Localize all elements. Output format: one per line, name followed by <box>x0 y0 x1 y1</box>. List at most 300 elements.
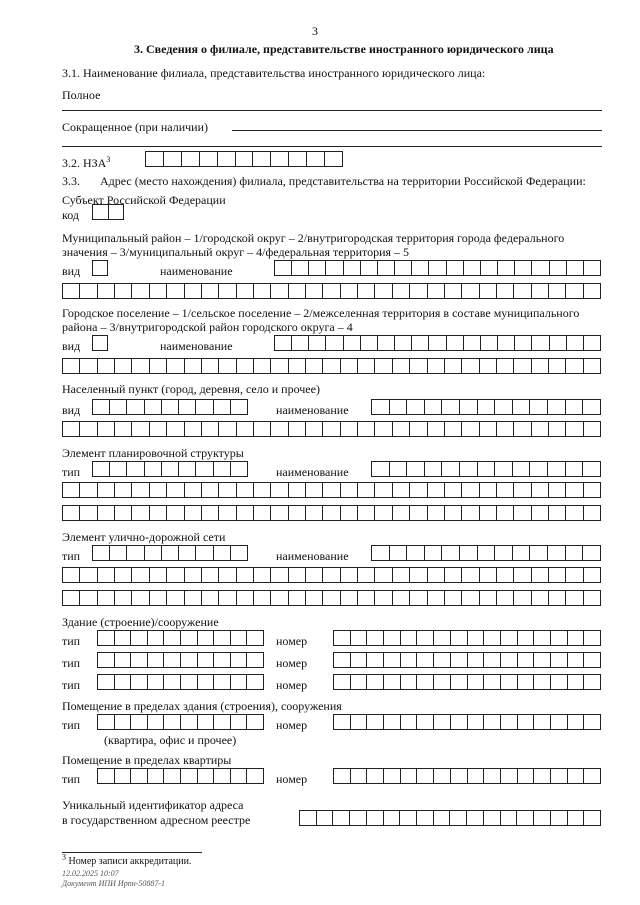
input-cell[interactable] <box>514 483 531 497</box>
full-name-line-1[interactable] <box>62 110 602 111</box>
input-cell[interactable] <box>132 284 149 298</box>
input-cell[interactable] <box>132 568 149 582</box>
input-cell[interactable] <box>231 675 248 689</box>
input-cell[interactable] <box>566 591 583 605</box>
input-cell[interactable] <box>513 400 531 414</box>
input-cell[interactable] <box>468 769 485 783</box>
input-cell[interactable] <box>481 336 498 350</box>
input-cell[interactable] <box>247 769 263 783</box>
input-cell[interactable] <box>478 546 496 560</box>
input-cell[interactable] <box>584 653 600 667</box>
input-cell[interactable] <box>323 568 340 582</box>
input-cell[interactable] <box>367 811 384 825</box>
input-cell[interactable] <box>495 546 513 560</box>
input-cell[interactable] <box>132 591 149 605</box>
input-cell[interactable] <box>109 205 124 219</box>
input-cell[interactable] <box>306 483 323 497</box>
input-cell[interactable] <box>237 359 254 373</box>
input-cell[interactable] <box>442 462 460 476</box>
input-cell[interactable] <box>115 769 132 783</box>
input-cell[interactable] <box>214 769 231 783</box>
input-cell[interactable] <box>289 422 306 436</box>
input-cell[interactable] <box>434 769 451 783</box>
input-cell[interactable] <box>428 422 445 436</box>
input-cell[interactable] <box>306 422 323 436</box>
input-cell[interactable] <box>566 400 584 414</box>
input-cell[interactable] <box>515 261 532 275</box>
input-cell[interactable] <box>185 568 202 582</box>
input-cell[interactable] <box>98 675 115 689</box>
input-cell[interactable] <box>530 546 548 560</box>
input-cell[interactable] <box>93 462 110 476</box>
input-cell[interactable] <box>566 568 583 582</box>
input-cell[interactable] <box>584 591 600 605</box>
input-cell[interactable] <box>231 653 248 667</box>
input-cell[interactable] <box>218 152 236 166</box>
input-cell[interactable] <box>93 546 110 560</box>
input-cell[interactable] <box>417 769 434 783</box>
input-cell[interactable] <box>551 675 568 689</box>
input-cell[interactable] <box>428 591 445 605</box>
input-cell[interactable] <box>375 422 392 436</box>
input-cell[interactable] <box>393 359 410 373</box>
input-cell[interactable] <box>410 284 427 298</box>
input-cell[interactable] <box>428 568 445 582</box>
apartment-type-cells[interactable] <box>97 768 264 784</box>
input-cell[interactable] <box>145 400 162 414</box>
input-cell[interactable] <box>428 359 445 373</box>
input-cell[interactable] <box>515 336 532 350</box>
building-number-cells-2[interactable] <box>333 652 601 668</box>
input-cell[interactable] <box>179 400 196 414</box>
input-cell[interactable] <box>198 769 215 783</box>
input-cell[interactable] <box>231 462 247 476</box>
input-cell[interactable] <box>532 483 549 497</box>
building-number-cells-1[interactable] <box>333 630 601 646</box>
input-cell[interactable] <box>150 359 167 373</box>
input-cell[interactable] <box>478 462 496 476</box>
input-cell[interactable] <box>150 284 167 298</box>
input-cell[interactable] <box>164 631 181 645</box>
input-cell[interactable] <box>115 284 132 298</box>
input-cell[interactable] <box>289 591 306 605</box>
input-cell[interactable] <box>514 506 531 520</box>
input-cell[interactable] <box>219 483 236 497</box>
input-cell[interactable] <box>127 400 144 414</box>
input-cell[interactable] <box>202 359 219 373</box>
input-cell[interactable] <box>417 653 434 667</box>
input-cell[interactable] <box>410 591 427 605</box>
input-cell[interactable] <box>162 400 179 414</box>
input-cell[interactable] <box>164 715 181 729</box>
input-cell[interactable] <box>480 483 497 497</box>
input-cell[interactable] <box>462 422 479 436</box>
input-cell[interactable] <box>132 483 149 497</box>
input-cell[interactable] <box>150 568 167 582</box>
input-cell[interactable] <box>514 359 531 373</box>
input-cell[interactable] <box>390 400 408 414</box>
input-cell[interactable] <box>417 811 434 825</box>
input-cell[interactable] <box>334 769 351 783</box>
input-cell[interactable] <box>484 675 501 689</box>
input-cell[interactable] <box>326 336 343 350</box>
input-cell[interactable] <box>480 359 497 373</box>
input-cell[interactable] <box>549 591 566 605</box>
input-cell[interactable] <box>532 261 549 275</box>
input-cell[interactable] <box>358 422 375 436</box>
input-cell[interactable] <box>445 506 462 520</box>
input-cell[interactable] <box>80 591 97 605</box>
input-cell[interactable] <box>164 653 181 667</box>
input-cell[interactable] <box>341 422 358 436</box>
input-cell[interactable] <box>289 284 306 298</box>
input-cell[interactable] <box>254 359 271 373</box>
input-cell[interactable] <box>167 284 184 298</box>
input-cell[interactable] <box>98 715 115 729</box>
input-cell[interactable] <box>185 359 202 373</box>
input-cell[interactable] <box>549 284 566 298</box>
input-cell[interactable] <box>306 591 323 605</box>
input-cell[interactable] <box>584 261 600 275</box>
input-cell[interactable] <box>532 336 549 350</box>
input-cell[interactable] <box>378 336 395 350</box>
input-cell[interactable] <box>566 422 583 436</box>
input-cell[interactable] <box>110 400 127 414</box>
input-cell[interactable] <box>445 568 462 582</box>
input-cell[interactable] <box>181 631 198 645</box>
input-cell[interactable] <box>375 284 392 298</box>
input-cell[interactable] <box>323 284 340 298</box>
municipal-vid-cell[interactable] <box>92 260 108 276</box>
building-type-cells-1[interactable] <box>97 630 264 646</box>
input-cell[interactable] <box>460 546 478 560</box>
input-cell[interactable] <box>98 631 115 645</box>
input-cell[interactable] <box>548 462 566 476</box>
input-cell[interactable] <box>181 675 198 689</box>
input-cell[interactable] <box>568 631 585 645</box>
input-cell[interactable] <box>325 152 342 166</box>
input-cell[interactable] <box>219 422 236 436</box>
input-cell[interactable] <box>549 483 566 497</box>
uid-cells[interactable] <box>299 810 601 826</box>
input-cell[interactable] <box>181 769 198 783</box>
input-cell[interactable] <box>63 284 80 298</box>
input-cell[interactable] <box>63 422 80 436</box>
input-cell[interactable] <box>534 653 551 667</box>
input-cell[interactable] <box>237 422 254 436</box>
input-cell[interactable] <box>334 631 351 645</box>
input-cell[interactable] <box>384 631 401 645</box>
input-cell[interactable] <box>323 591 340 605</box>
input-cell[interactable] <box>162 546 179 560</box>
input-cell[interactable] <box>307 152 325 166</box>
input-cell[interactable] <box>63 359 80 373</box>
input-cell[interactable] <box>532 506 549 520</box>
input-cell[interactable] <box>63 568 80 582</box>
input-cell[interactable] <box>393 591 410 605</box>
input-cell[interactable] <box>400 811 417 825</box>
input-cell[interactable] <box>484 715 501 729</box>
municipal-name-cells-1[interactable] <box>274 260 601 276</box>
input-cell[interactable] <box>378 261 395 275</box>
input-cell[interactable] <box>93 261 107 275</box>
input-cell[interactable] <box>80 506 97 520</box>
input-cell[interactable] <box>584 422 600 436</box>
input-cell[interactable] <box>501 653 518 667</box>
input-cell[interactable] <box>550 261 567 275</box>
input-cell[interactable] <box>162 462 179 476</box>
input-cell[interactable] <box>550 336 567 350</box>
input-cell[interactable] <box>237 284 254 298</box>
input-cell[interactable] <box>480 422 497 436</box>
input-cell[interactable] <box>334 675 351 689</box>
input-cell[interactable] <box>202 483 219 497</box>
input-cell[interactable] <box>63 506 80 520</box>
input-cell[interactable] <box>568 811 585 825</box>
input-cell[interactable] <box>148 653 165 667</box>
input-cell[interactable] <box>214 675 231 689</box>
input-cell[interactable] <box>530 400 548 414</box>
input-cell[interactable] <box>584 675 600 689</box>
input-cell[interactable] <box>428 506 445 520</box>
input-cell[interactable] <box>478 400 496 414</box>
input-cell[interactable] <box>115 422 132 436</box>
input-cell[interactable] <box>80 483 97 497</box>
input-cell[interactable] <box>584 506 600 520</box>
input-cell[interactable] <box>410 568 427 582</box>
input-cell[interactable] <box>429 261 446 275</box>
input-cell[interactable] <box>434 675 451 689</box>
input-cell[interactable] <box>468 715 485 729</box>
input-cell[interactable] <box>480 506 497 520</box>
input-cell[interactable] <box>401 715 418 729</box>
input-cell[interactable] <box>300 811 317 825</box>
input-cell[interactable] <box>148 769 165 783</box>
input-cell[interactable] <box>393 422 410 436</box>
input-cell[interactable] <box>390 546 408 560</box>
input-cell[interactable] <box>247 715 263 729</box>
input-cell[interactable] <box>334 715 351 729</box>
input-cell[interactable] <box>292 336 309 350</box>
planning-type-cells[interactable] <box>92 461 248 477</box>
input-cell[interactable] <box>584 769 600 783</box>
input-cell[interactable] <box>501 631 518 645</box>
input-cell[interactable] <box>254 284 271 298</box>
input-cell[interactable] <box>412 261 429 275</box>
building-type-cells-3[interactable] <box>97 674 264 690</box>
road-name-cells-1[interactable] <box>371 545 601 561</box>
input-cell[interactable] <box>451 653 468 667</box>
input-cell[interactable] <box>375 359 392 373</box>
short-name-line-1[interactable] <box>232 130 602 131</box>
input-cell[interactable] <box>231 769 248 783</box>
input-cell[interactable] <box>532 591 549 605</box>
input-cell[interactable] <box>185 483 202 497</box>
input-cell[interactable] <box>514 422 531 436</box>
input-cell[interactable] <box>532 284 549 298</box>
input-cell[interactable] <box>417 715 434 729</box>
input-cell[interactable] <box>484 653 501 667</box>
input-cell[interactable] <box>253 152 271 166</box>
input-cell[interactable] <box>271 483 288 497</box>
planning-name-cells-1[interactable] <box>371 461 601 477</box>
input-cell[interactable] <box>219 284 236 298</box>
input-cell[interactable] <box>254 506 271 520</box>
input-cell[interactable] <box>351 715 368 729</box>
input-cell[interactable] <box>247 653 263 667</box>
input-cell[interactable] <box>167 359 184 373</box>
input-cell[interactable] <box>384 811 401 825</box>
input-cell[interactable] <box>341 359 358 373</box>
input-cell[interactable] <box>131 631 148 645</box>
nza-cells[interactable] <box>145 151 343 167</box>
input-cell[interactable] <box>484 811 501 825</box>
input-cell[interactable] <box>514 591 531 605</box>
input-cell[interactable] <box>115 675 132 689</box>
input-cell[interactable] <box>584 336 600 350</box>
input-cell[interactable] <box>164 675 181 689</box>
input-cell[interactable] <box>518 769 535 783</box>
input-cell[interactable] <box>351 631 368 645</box>
input-cell[interactable] <box>384 715 401 729</box>
input-cell[interactable] <box>202 506 219 520</box>
input-cell[interactable] <box>341 568 358 582</box>
input-cell[interactable] <box>98 284 115 298</box>
settlement-name-cells-1[interactable] <box>274 335 601 351</box>
input-cell[interactable] <box>167 568 184 582</box>
input-cell[interactable] <box>361 336 378 350</box>
input-cell[interactable] <box>341 483 358 497</box>
input-cell[interactable] <box>98 422 115 436</box>
input-cell[interactable] <box>410 506 427 520</box>
input-cell[interactable] <box>375 506 392 520</box>
input-cell[interactable] <box>148 715 165 729</box>
input-cell[interactable] <box>375 591 392 605</box>
input-cell[interactable] <box>445 483 462 497</box>
input-cell[interactable] <box>271 359 288 373</box>
input-cell[interactable] <box>442 400 460 414</box>
input-cell[interactable] <box>341 506 358 520</box>
input-cell[interactable] <box>367 653 384 667</box>
input-cell[interactable] <box>351 675 368 689</box>
input-cell[interactable] <box>326 261 343 275</box>
input-cell[interactable] <box>167 506 184 520</box>
input-cell[interactable] <box>115 653 132 667</box>
input-cell[interactable] <box>341 284 358 298</box>
input-cell[interactable] <box>498 336 515 350</box>
input-cell[interactable] <box>393 284 410 298</box>
input-cell[interactable] <box>445 422 462 436</box>
input-cell[interactable] <box>429 336 446 350</box>
input-cell[interactable] <box>447 336 464 350</box>
input-cell[interactable] <box>132 422 149 436</box>
input-cell[interactable] <box>148 675 165 689</box>
input-cell[interactable] <box>532 568 549 582</box>
input-cell[interactable] <box>179 546 196 560</box>
input-cell[interactable] <box>495 462 513 476</box>
input-cell[interactable] <box>145 546 162 560</box>
input-cell[interactable] <box>198 653 215 667</box>
input-cell[interactable] <box>513 462 531 476</box>
input-cell[interactable] <box>110 462 127 476</box>
input-cell[interactable] <box>219 506 236 520</box>
input-cell[interactable] <box>584 631 600 645</box>
input-cell[interactable] <box>445 591 462 605</box>
input-cell[interactable] <box>115 506 132 520</box>
input-cell[interactable] <box>219 359 236 373</box>
input-cell[interactable] <box>468 631 485 645</box>
input-cell[interactable] <box>401 653 418 667</box>
input-cell[interactable] <box>115 359 132 373</box>
input-cell[interactable] <box>247 631 263 645</box>
input-cell[interactable] <box>131 653 148 667</box>
input-cell[interactable] <box>462 284 479 298</box>
input-cell[interactable] <box>551 769 568 783</box>
input-cell[interactable] <box>131 769 148 783</box>
input-cell[interactable] <box>306 284 323 298</box>
input-cell[interactable] <box>289 506 306 520</box>
input-cell[interactable] <box>63 483 80 497</box>
input-cell[interactable] <box>164 152 182 166</box>
input-cell[interactable] <box>568 715 585 729</box>
input-cell[interactable] <box>367 675 384 689</box>
input-cell[interactable] <box>501 811 518 825</box>
premise-type-cells[interactable] <box>97 714 264 730</box>
input-cell[interactable] <box>566 284 583 298</box>
input-cell[interactable] <box>351 769 368 783</box>
input-cell[interactable] <box>271 152 289 166</box>
input-cell[interactable] <box>375 483 392 497</box>
input-cell[interactable] <box>150 483 167 497</box>
input-cell[interactable] <box>462 483 479 497</box>
input-cell[interactable] <box>462 506 479 520</box>
input-cell[interactable] <box>254 591 271 605</box>
input-cell[interactable] <box>98 591 115 605</box>
input-cell[interactable] <box>530 462 548 476</box>
input-cell[interactable] <box>584 811 600 825</box>
input-cell[interactable] <box>447 261 464 275</box>
input-cell[interactable] <box>551 811 568 825</box>
input-cell[interactable] <box>132 506 149 520</box>
input-cell[interactable] <box>146 152 164 166</box>
input-cell[interactable] <box>202 422 219 436</box>
input-cell[interactable] <box>275 336 292 350</box>
input-cell[interactable] <box>254 568 271 582</box>
input-cell[interactable] <box>93 336 107 350</box>
input-cell[interactable] <box>566 359 583 373</box>
input-cell[interactable] <box>341 591 358 605</box>
input-cell[interactable] <box>167 591 184 605</box>
input-cell[interactable] <box>584 284 600 298</box>
input-cell[interactable] <box>115 568 132 582</box>
input-cell[interactable] <box>334 653 351 667</box>
input-cell[interactable] <box>428 284 445 298</box>
input-cell[interactable] <box>271 506 288 520</box>
input-cell[interactable] <box>145 462 162 476</box>
input-cell[interactable] <box>583 462 600 476</box>
input-cell[interactable] <box>306 568 323 582</box>
input-cell[interactable] <box>513 546 531 560</box>
input-cell[interactable] <box>317 811 334 825</box>
input-cell[interactable] <box>401 769 418 783</box>
input-cell[interactable] <box>518 715 535 729</box>
input-cell[interactable] <box>384 769 401 783</box>
input-cell[interactable] <box>460 462 478 476</box>
input-cell[interactable] <box>497 506 514 520</box>
input-cell[interactable] <box>131 675 148 689</box>
input-cell[interactable] <box>462 359 479 373</box>
input-cell[interactable] <box>451 715 468 729</box>
